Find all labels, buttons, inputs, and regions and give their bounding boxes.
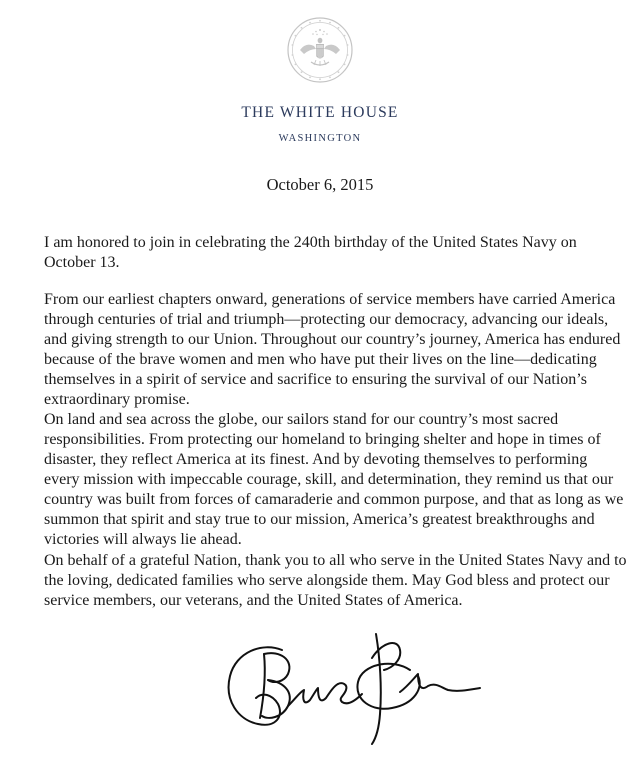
text-line: country was built from forces of camaraderie and common purpose, and that as long as we xyxy=(44,491,624,508)
text-line: From our earliest chapters onward, generations of service members have carried America xyxy=(44,291,616,308)
text-line: themselves in a spirit of service and sacrifice to ensuring the survival of our Nation’s xyxy=(44,371,587,388)
text-line: responsibilities. From protecting our homeland to bringing shelter and hope in times of xyxy=(44,431,601,448)
text-line: summon that spirit and stay true to our mission, America’s greatest breakthroughs and xyxy=(44,511,595,528)
text-line: through centuries of trial and triumph—protecting our democracy, advancing our ideals, xyxy=(44,311,609,328)
text-line: victories will always lie ahead. xyxy=(44,531,242,548)
text-line: On land and sea across the globe, our sailors stand for our country’s most sacred xyxy=(44,411,559,428)
paragraph-1 xyxy=(44,233,624,273)
text-line: every mission with impeccable courage, skill, and determination, they remind us that our xyxy=(44,471,614,488)
text-line: extraordinary promise. xyxy=(44,391,190,408)
letterhead-city: WASHINGTON xyxy=(278,133,362,144)
letterhead-title: THE WHITE HOUSE xyxy=(241,104,399,121)
text-line: disaster, they reflect America at its finest. And by devoting themselves to performing xyxy=(44,451,588,468)
text-line: service members, our veterans, and the United States of America. xyxy=(44,592,463,609)
paragraph-3 xyxy=(44,410,624,550)
text-line: and giving strength to our Union. Throughout our country’s journey, America has endured xyxy=(44,331,621,348)
paragraph-2 xyxy=(44,290,624,410)
handwritten-signature-icon xyxy=(222,628,484,748)
letter-date: October 6, 2015 xyxy=(266,175,374,194)
presidential-seal-icon xyxy=(286,16,354,84)
text-line: because of the brave women and men who have put their lives on the line—dedicating xyxy=(44,351,597,368)
text-line: October 13. xyxy=(44,254,120,271)
text-line: I am honored to join in celebrating the 240th birthday of the United States Navy on xyxy=(44,234,577,251)
text-line: the loving, dedicated families who serve alongside them. May God bless and protect our xyxy=(44,572,610,589)
paragraph-4 xyxy=(44,551,627,611)
text-line: On behalf of a grateful Nation, thank you to all who serve in the United States Navy and to xyxy=(44,552,627,569)
